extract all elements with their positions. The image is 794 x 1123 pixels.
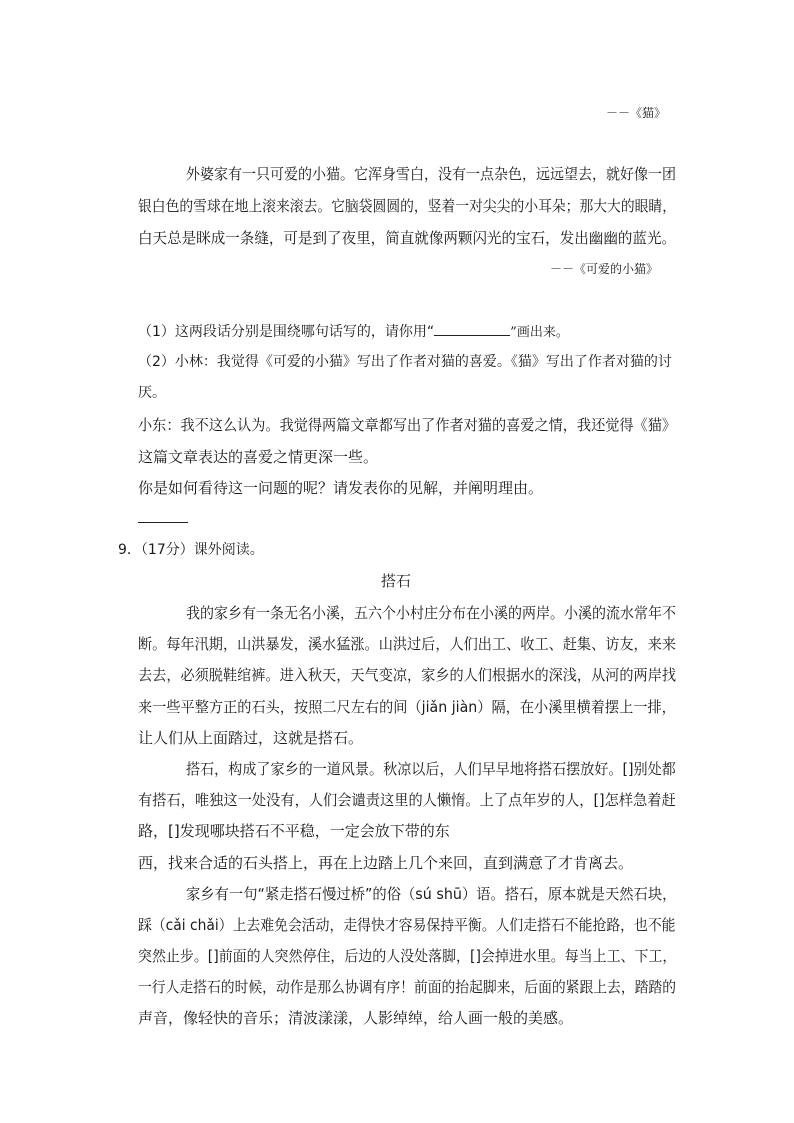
question-1-prefix: （1）这两段话分别是围绕哪句话写的，请你用“ (138, 324, 435, 340)
passage-line: 一行人走搭石的时候，动作是那么协调有序！前面的抬起脚来，后面的紧跟上去，踏踏的 (138, 978, 677, 996)
passage-line: 去去，必须脱鞋绾裤。进入秋天，天气变凉，家乡的人们根据水的深浅，从河的两岸找 (138, 666, 677, 684)
passage-line: 家乡有一句“紧走搭石慢过桥”的俗（sú shū）语。搭石，原本就是天然石块， (186, 885, 677, 903)
passage-line: 断。每年汛期，山洪暴发，溪水猛涨。山洪过后，人们出工、收工、赶集、访友，来来 (138, 635, 677, 653)
question-1-suffix: ”画出来。 (510, 325, 569, 340)
passage-line: 搭石，构成了家乡的一道风景。秋凉以后，人们早早地将搭石摆放好。[]别处都 (186, 760, 676, 778)
question-9-header: 9．（17分）课外阅读。 (118, 542, 264, 558)
lovely-cat-source: －－《可爱的小猫》 (550, 262, 659, 276)
passage-line: 路，[]发现哪块搭石不平稳，一定会放下带的东 (138, 822, 450, 840)
passage-line: 来一些平整方正的石头，按照二尺左右的间（jiǎn jiàn）隔，在小溪里横着摆上一排， (138, 698, 676, 716)
question-2-line: （2）小林：我觉得《可爱的小猫》写出了作者对猫的喜爱。《猫》写出了作者对猫的讨 (138, 354, 672, 370)
passage-line: 让人们从上面踏过，这就是搭石。 (138, 729, 364, 747)
passage-line: 白天总是眯成一条缝，可是到了夜里，简直就像两颗闪光的宝石，发出幽幽的蓝光。 (138, 229, 677, 247)
passage-line: 我的家乡有一条无名小溪，五六个小村庄分布在小溪的两岸。小溪的流水常年不 (186, 604, 676, 622)
question-2-line: 厌。 (138, 385, 166, 401)
underline-mark (434, 321, 510, 336)
question-1 (138, 321, 569, 343)
cat-source: －－《猫》 (606, 106, 667, 120)
passage-line: 踩（cǎi chǎi）上去难免会活动，走得快才容易保持平衡。人们走搭石不能抢路，也不能 (138, 916, 676, 934)
answer-blank[interactable] (138, 522, 188, 523)
passage-line: 突然止步。[]前面的人突然停住，后边的人没处落脚，[]会掉进水里。每当上工、下工， (138, 947, 677, 965)
question-2-line: 小东：我不这么认为。我觉得两篇文章都写出了作者对猫的喜爱之情，我还觉得《猫》 (138, 416, 677, 434)
passage-line: 西，找来合适的石头搭上，再在上边踏上几个来回，直到满意了才肯离去。 (138, 854, 634, 872)
question-2-line: 这篇文章表达的喜爱之情更深一些。 (138, 448, 379, 466)
passage-line: 银白色的雪球在地上滚来滚去。它脑袋圆圆的，竖着一对尖尖的小耳朵；那大大的眼睛， (138, 197, 677, 215)
passage-line: 声音，像轻快的音乐；清波漾漾，人影绰绰，给人画一般的美感。 (138, 1009, 574, 1027)
passage-line: 有搭石，唯独这一处没有，人们会谴责这里的人懒惰。上了点年岁的人，[]怎样急着赶 (138, 791, 676, 809)
passage-line: 外婆家有一只可爱的小猫。它浑身雪白，没有一点杂色，远远望去，就好像一团 (186, 165, 676, 183)
question-2-line: 你是如何看待这一问题的呢？请发表你的见解，并阐明理由。 (138, 479, 544, 497)
passage-title: 搭石 (381, 572, 412, 590)
